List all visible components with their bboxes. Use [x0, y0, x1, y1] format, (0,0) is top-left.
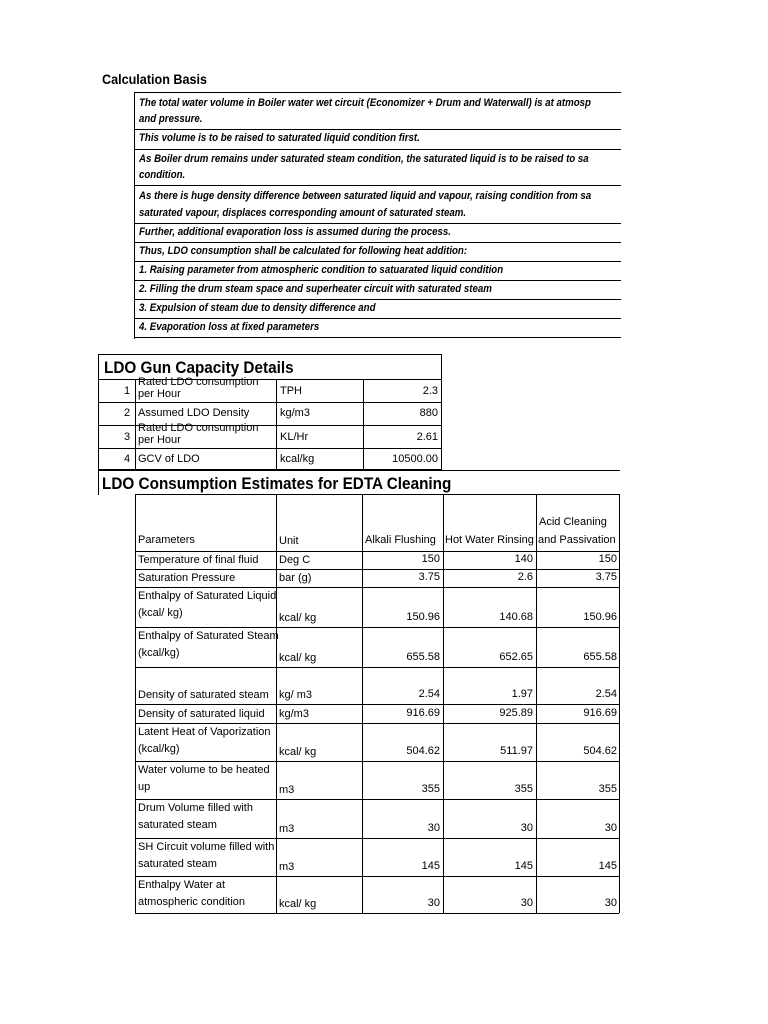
basis-separator: [135, 129, 621, 130]
table-row-value: 655.58: [406, 651, 440, 663]
basis-line: 4. Evaporation loss at fixed parameters: [139, 321, 320, 333]
table-row-parameter: (kcal/ kg): [138, 607, 183, 619]
gun-row-unit: TPH: [280, 385, 302, 397]
cons-col-divider: [443, 494, 444, 913]
table-row-value: 145: [421, 860, 440, 872]
table-row-value: 511.97: [500, 745, 533, 757]
gun-row-value: 880: [419, 407, 438, 419]
table-row-value: 355: [598, 783, 617, 795]
table-row-parameter: Water volume to be heated: [138, 764, 270, 776]
basis-line: This volume is to be raised to saturated liquid condition first.: [139, 132, 420, 144]
cons-col-divider: [135, 494, 136, 913]
table-row-parameter: saturated steam: [138, 819, 217, 831]
table-row-parameter: Temperature of final fluid: [138, 554, 259, 566]
table-row-value: 916.69: [583, 707, 617, 719]
table-row-value: 145: [598, 860, 617, 872]
table-row-unit: bar (g): [279, 572, 312, 584]
basis-line: Further, additional evaporation loss is assumed during the process.: [139, 226, 451, 238]
table-row-value: 140: [514, 553, 533, 565]
gun-row-unit: kcal/kg: [280, 453, 315, 465]
cons-col-divider: [362, 494, 363, 913]
basis-line: As Boiler drum remains under saturated steam condition, the saturated liquid is to be raised to sa: [139, 153, 589, 165]
calculation-basis-box: [134, 92, 621, 339]
table-row-value: 2.6: [517, 571, 533, 583]
table-row-unit: kcal/ kg: [279, 898, 317, 910]
table-row-value: 3.75: [418, 571, 440, 583]
gun-row-value: 2.3: [422, 385, 438, 397]
gun-row-number: 3: [124, 431, 131, 443]
table-row-unit: m3: [279, 861, 295, 873]
table-row-value: 1.97: [511, 688, 533, 700]
ldo-consumption-title: LDO Consumption Estimates for EDTA Cleaning: [102, 474, 452, 493]
table-row-unit: m3: [279, 784, 295, 796]
header-hot-water-rinsing: Hot Water Rinsing: [445, 534, 534, 546]
table-row-value: 504.62: [583, 745, 617, 757]
gun-row-number: 4: [124, 453, 131, 465]
table-row-parameter: Saturation Pressure: [138, 572, 236, 584]
table-row-value: 355: [514, 783, 533, 795]
ldo-gun-title: LDO Gun Capacity Details: [104, 358, 294, 377]
basis-line: and pressure.: [139, 113, 203, 125]
basis-separator: [135, 318, 621, 319]
table-row-parameter: (kcal/kg): [138, 647, 180, 659]
basis-line: As there is huge density difference between saturated liquid and vapour, raising condition from sa: [139, 190, 592, 202]
table-row-value: 30: [427, 897, 440, 909]
table-row-unit: kcal/ kg: [279, 612, 317, 624]
table-row-value: 30: [427, 822, 440, 834]
gun-row-value: 10500.00: [392, 453, 438, 465]
table-row-parameter: SH Circuit volume filled with: [138, 841, 275, 853]
table-row-unit: kg/m3: [279, 708, 309, 720]
basis-line: Thus, LDO consumption shall be calculated for following heat addition:: [139, 245, 468, 257]
gun-row-number: 1: [124, 385, 131, 397]
table-row-unit: kcal/ kg: [279, 746, 317, 758]
gun-row-parameter: Rated LDO consumption per Hour: [138, 422, 259, 446]
basis-separator: [135, 280, 621, 281]
table-row-value: 145: [514, 860, 533, 872]
cons-title-left-border: [98, 470, 99, 495]
basis-line: condition.: [139, 169, 186, 181]
table-row-parameter: Density of saturated steam: [138, 689, 269, 701]
table-row-value: 916.69: [406, 707, 440, 719]
table-row-value: 355: [421, 783, 440, 795]
basis-separator: [135, 261, 621, 262]
basis-separator: [135, 223, 621, 224]
table-row-value: 30: [604, 822, 617, 834]
basis-separator: [135, 337, 621, 338]
header-alkali-flushing: Alkali Flushing: [365, 534, 436, 546]
table-row-value: 30: [604, 897, 617, 909]
basis-line: saturated vapour, displaces corresponding amount of saturated steam.: [139, 207, 467, 219]
table-row-value: 655.58: [583, 651, 617, 663]
header-parameters: Parameters: [138, 534, 195, 546]
basis-line: 3. Expulsion of steam due to density difference and: [139, 302, 376, 314]
gun-row-parameter: GCV of LDO: [138, 453, 200, 465]
basis-line: 2. Filling the drum steam space and superheater circuit with saturated steam: [139, 283, 492, 295]
cons-row-divider: [135, 667, 619, 668]
table-row-value: 3.75: [595, 571, 617, 583]
table-row-value: 150.96: [583, 611, 617, 623]
cons-col-divider: [276, 494, 277, 913]
table-row-unit: kg/ m3: [279, 689, 313, 701]
table-row-parameter: up: [138, 781, 151, 793]
basis-separator: [135, 299, 621, 300]
table-row-value: 30: [520, 897, 533, 909]
header-acid-cleaning: Acid Cleaning: [539, 516, 607, 528]
gun-row-divider: [98, 402, 442, 403]
basis-separator: [135, 185, 621, 186]
gun-row-value: 2.61: [416, 431, 438, 443]
basis-separator: [135, 242, 621, 243]
table-row-value: 150: [598, 553, 617, 565]
gun-row-unit: KL/Hr: [280, 431, 309, 443]
basis-line: 1. Raising parameter from atmospheric condition to satuarated liquid condition: [139, 264, 504, 276]
cons-col-divider: [536, 494, 537, 913]
table-row-value: 140.68: [499, 611, 533, 623]
table-row-parameter: Enthalpy of Saturated Liquid: [138, 590, 277, 602]
basis-line: The total water volume in Boiler water wet circuit (Economizer + Drum and Waterwall) is at atmosp: [139, 97, 591, 109]
gun-row-divider: [98, 448, 442, 449]
gun-row-unit: kg/m3: [280, 407, 310, 419]
table-row-value: 150: [421, 553, 440, 565]
table-row-unit: Deg C: [279, 554, 311, 566]
table-row-parameter: atmospheric condition: [138, 896, 246, 908]
header-acid-cleaning: and Passivation: [538, 534, 616, 546]
header-unit: Unit: [279, 535, 299, 547]
table-row-parameter: Latent Heat of Vaporization: [138, 726, 271, 738]
table-row-value: 150.96: [406, 611, 440, 623]
cons-title-top-border: [98, 470, 620, 471]
table-row-value: 925.89: [499, 707, 533, 719]
basis-separator: [135, 149, 621, 150]
table-row-value: 2.54: [595, 688, 617, 700]
cons-row-divider: [135, 494, 619, 495]
table-row-value: 2.54: [418, 688, 440, 700]
gun-row-number: 2: [124, 407, 131, 419]
calculation-basis-title: Calculation Basis: [102, 71, 208, 87]
gun-row-parameter: Rated LDO consumption per Hour: [138, 376, 259, 400]
table-row-unit: kcal/ kg: [279, 652, 317, 664]
table-row-unit: m3: [279, 823, 295, 835]
gun-row-parameter: Assumed LDO Density: [138, 407, 250, 419]
table-row-parameter: Enthalpy Water at: [138, 879, 226, 891]
cons-col-divider: [619, 494, 620, 913]
table-row-parameter: Drum Volume filled with: [138, 802, 253, 814]
table-row-parameter: Enthalpy of Saturated Steam: [138, 630, 279, 642]
table-row-parameter: (kcal/kg): [138, 743, 180, 755]
table-row-parameter: saturated steam: [138, 858, 217, 870]
table-row-value: 504.62: [406, 745, 440, 757]
table-row-value: 30: [520, 822, 533, 834]
table-row-parameter: Density of saturated liquid: [138, 708, 265, 720]
cons-row-divider: [135, 913, 619, 914]
table-row-value: 652.65: [499, 651, 533, 663]
